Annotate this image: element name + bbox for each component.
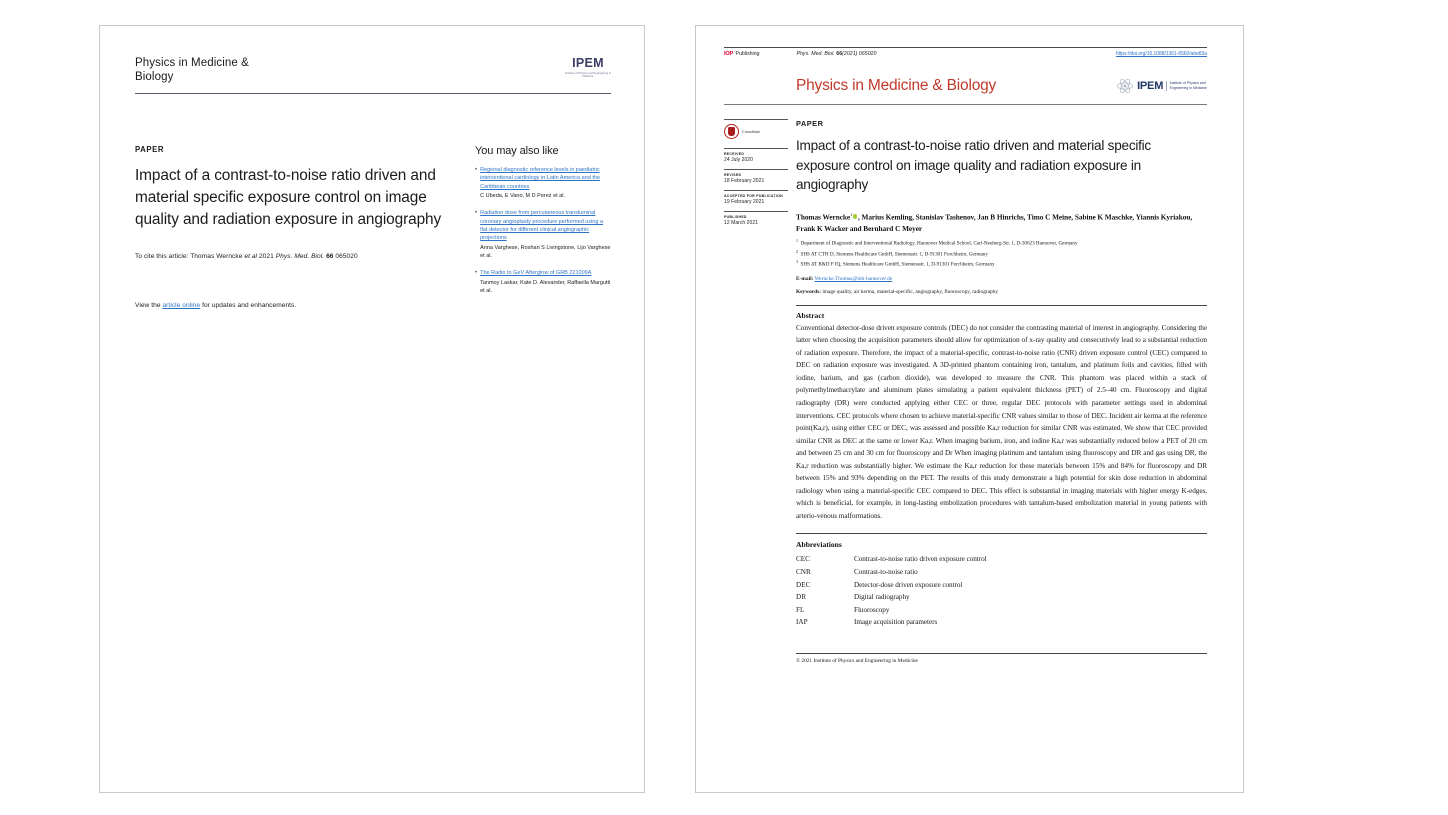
view-prefix: View the bbox=[135, 301, 161, 309]
citation-year: 2021 bbox=[258, 253, 274, 261]
ipem-tagline-line-1: Institute of Physics and bbox=[1169, 80, 1206, 85]
article-metadata-sidebar bbox=[724, 119, 796, 664]
related-article-3 bbox=[480, 269, 611, 295]
table-row bbox=[796, 568, 1207, 576]
citation-journal: Phys. Med. Biol. bbox=[275, 253, 325, 261]
article-type-label: PAPER bbox=[796, 119, 824, 128]
cover-page-title: Impact of a contrast-to-noise ratio driven and material specific exposure control on image quality and radiation exposure in angiography bbox=[135, 167, 442, 229]
cover-masthead bbox=[135, 56, 611, 94]
related-article-authors: Tanmoy Laskar, Kate D. Alexander, Raffaella Margutti et al. bbox=[480, 279, 611, 294]
abbreviation-key: IAP bbox=[796, 618, 808, 627]
abstract-section bbox=[796, 305, 1207, 523]
running-citation bbox=[796, 51, 876, 57]
copyright-footer: © 2021 Institute of Physics and Engineering in Medicine bbox=[796, 653, 1207, 664]
atom-icon bbox=[1116, 77, 1134, 95]
journal-title: Physics in Medicine & Biology bbox=[796, 77, 997, 94]
ipem-tagline bbox=[1166, 81, 1207, 91]
you-may-also-like-heading: You may also like bbox=[475, 145, 559, 158]
doi-link[interactable]: https://doi.org/10.1088/1361-6560/abe83a bbox=[1115, 51, 1207, 57]
affiliation-2 bbox=[796, 249, 1207, 259]
abbreviation-value: Detector-dose driven exposure control bbox=[854, 580, 963, 589]
date-value-accepted: 19 February 2021 bbox=[724, 199, 765, 205]
date-value-revised: 18 February 2021 bbox=[724, 178, 765, 184]
affiliation-text: Department of Diagnostic and Interventional Radiology, Hannover Medical School, Carl-Neuberg-Str. 1, D-30623 Hannover, Germany bbox=[800, 241, 1078, 248]
table-row bbox=[796, 555, 1207, 563]
view-suffix: for updates and enhancements. bbox=[202, 301, 297, 309]
bullet-icon: • bbox=[475, 270, 478, 277]
iop-logo: IOP bbox=[724, 51, 734, 57]
affiliation-text: SHS AT CTH D, Siemens Healthcare GmbH, Siemensstr. 1, D-91301 Forchheim, Germany bbox=[800, 251, 988, 258]
related-article-title[interactable]: The Radio to GeV Afterglow of GRB 221009A bbox=[480, 270, 592, 277]
citation-prefix: To cite this article: Thomas Werncke bbox=[135, 253, 243, 261]
related-article-title[interactable]: Radiation dose from percutaneous transluminal coronary angioplasty procedure performed using a flat detector for different clinical angiographic projections bbox=[480, 210, 604, 242]
abbreviation-value: Fluoroscopy bbox=[854, 605, 890, 614]
article-content bbox=[724, 47, 1207, 664]
cover-content bbox=[135, 56, 611, 309]
publication-dates bbox=[724, 148, 788, 226]
ipem-tagline: Institute of Physics and Engineering in Medicine bbox=[565, 71, 611, 79]
ipem-wordmark: IPEM bbox=[572, 56, 604, 70]
author-first: Thomas Werncke bbox=[796, 212, 851, 222]
running-issue: (2021) 065020 bbox=[842, 51, 877, 57]
ipem-logo bbox=[565, 56, 611, 79]
date-value-published: 12 March 2021 bbox=[724, 220, 759, 226]
abbreviation-value: Contrast-to-noise ratio driven exposure control bbox=[854, 555, 987, 564]
abbreviation-key: CEC bbox=[796, 555, 810, 564]
email-label: E-mail: bbox=[796, 275, 814, 282]
email-link[interactable]: Werncke.Thomas@mh-hannover.de bbox=[814, 275, 893, 282]
citation-article-number: 065020 bbox=[335, 253, 358, 261]
article-main-column bbox=[796, 119, 1207, 664]
date-label-published: PUBLISHED bbox=[724, 211, 788, 219]
author-rest: , Marius Kemling, Stanislav Tashenov, Jan B Hinrichs, Timo C Meine, Sabine K Maschke, Yiannis Kyriakou, Frank K Wacker and Bernhard C Meyer bbox=[796, 212, 1193, 233]
abbreviation-key: DEC bbox=[796, 580, 811, 589]
email-line bbox=[796, 276, 1207, 282]
table-row bbox=[796, 606, 1207, 614]
keywords-label: Keywords: bbox=[796, 288, 821, 295]
date-value-received: 24 July 2020 bbox=[724, 157, 753, 163]
list-item[interactable] bbox=[475, 209, 611, 260]
cover-journal-line-2: Biology bbox=[135, 71, 174, 84]
list-item[interactable] bbox=[475, 166, 611, 200]
running-volume: 66 bbox=[836, 51, 843, 57]
crossmark-icon bbox=[724, 124, 739, 139]
affiliation-1 bbox=[796, 238, 1207, 248]
cover-journal-title bbox=[135, 56, 249, 84]
cover-body bbox=[135, 145, 611, 309]
related-article-authors: C Ubeda, E Vano, M D Perez et al. bbox=[480, 193, 565, 200]
affiliations-list bbox=[796, 238, 1207, 269]
abbreviation-value: Image acquisition parameters bbox=[854, 618, 938, 627]
journal-masthead bbox=[724, 77, 1207, 105]
date-label-accepted: ACCEPTED FOR PUBLICATION bbox=[724, 190, 788, 198]
bullet-icon: • bbox=[475, 167, 478, 174]
keywords-line bbox=[796, 289, 1207, 295]
citation-volume: 66 bbox=[326, 253, 334, 261]
abbreviation-value: Contrast-to-noise ratio bbox=[854, 568, 918, 577]
you-may-also-like-panel bbox=[475, 145, 611, 309]
abbreviation-key: CNR bbox=[796, 568, 811, 577]
ipem-tagline-line-2: Engineering in Medicine bbox=[1169, 86, 1207, 90]
related-article-1 bbox=[480, 166, 611, 200]
article-title: Impact of a contrast-to-noise ratio driven and material specific exposure control on image quality and radiation exposure in angiography bbox=[796, 138, 1151, 193]
table-row bbox=[796, 618, 1207, 626]
cover-view-online-line bbox=[135, 302, 453, 309]
cover-page-sheet bbox=[99, 25, 645, 793]
affiliation-marker: 1 bbox=[796, 238, 798, 244]
table-row bbox=[796, 581, 1207, 589]
table-row bbox=[796, 593, 1207, 601]
cover-article-type: PAPER bbox=[135, 145, 165, 155]
date-label-revised: REVISED bbox=[724, 169, 788, 177]
author-list bbox=[796, 211, 1207, 234]
abbreviation-key: FL bbox=[796, 605, 805, 614]
affiliation-marker: 2 bbox=[796, 248, 798, 254]
affiliation-text: SHS AT R&D F IQ, Siemens Healthcare GmbH, Siemensstr. 1, D-91301 Forchheim, Germany bbox=[800, 261, 995, 268]
author-affil-marker: 1 bbox=[850, 212, 853, 218]
cover-journal-line-1: Physics in Medicine & bbox=[135, 57, 249, 69]
abbreviation-key: DR bbox=[796, 593, 806, 602]
iop-publishing-label: Publishing bbox=[735, 51, 760, 57]
bullet-icon: • bbox=[475, 210, 478, 217]
related-article-2 bbox=[480, 209, 611, 260]
abstract-heading: Abstract bbox=[796, 310, 825, 320]
abstract-text: Conventional detector-dose driven exposure controls (DEC) do not consider the contrasting material of interest in angiography. Considering the latter when choosing the acquisition parameters should allow for optimization of x-ray quality and consecutively lead to a substantial reduction of radiation exposure. Therefore, the impact of a material-specific, contrast-to-noise ratio (CNR) driven exposure control (CEC) compared to DEC on radiation exposure was investigated. A 3D-printed phantom containing iron, tantalum, and platinum foils and cavities, filled with iodine, barium, and gas (carbon dioxide), was developed to measure the CNR. This phantom was placed within a stack of polymethylmethacrylate and aluminum plates simulating a patient equivalent thickness (PET) of 2.5–40 cm. Fluoroscopy and digital radiography (DR) were conducted applying either CEC or three, regular DEC protocols with parameter settings used in abdominal interventions. CEC protocols where chosen to achieve material-specific CNR values similar to those of DEC. Incident air kerma at the reference point(Ka,r), using either CEC or DEC, was assessed and possible Ka,r reduction for similar CNR was estimated. We show that CEC provided similar CNR as DEC at the same or lower Ka,r. When imaging barium, iron, and iodine Ka,r was substantially reduced below a PET of 20 cm and between 25 cm and 30 cm for fluoroscopy and Dr When imaging platinum and tantalum using fluoroscopy and DR and gas using DR, the Ka,r reduction was substantially higher. We estimate the Ka,r reduction for these materials between 15% and 84% for fluoroscopy and DR between 15% and 93% depending on the PET. The results of this study demonstrate a high potential for skin dose reduction in abdominal radiology when using a material-specific CEC compared to DEC. This effect is substantial in imaging materials with higher energy K-edges, which is beneficial, for example, in long-lasting embolization procedures with tantalum-based embolization material in young patients with arterio-venous malformations. bbox=[796, 322, 1207, 520]
cover-main-column bbox=[135, 145, 453, 309]
abbreviation-value: Digital radiography bbox=[854, 593, 910, 602]
ipem-logo bbox=[1116, 77, 1207, 95]
ipem-wordmark: IPEM bbox=[1137, 79, 1164, 92]
abbreviations-section bbox=[796, 533, 1207, 626]
citation-etal: et al bbox=[244, 253, 258, 261]
affiliation-marker: 3 bbox=[796, 259, 798, 265]
list-item[interactable] bbox=[475, 269, 611, 295]
keywords-value: image quality, air kerma, material-specific, angiography, fluoroscopy, radiography bbox=[822, 288, 999, 295]
article-columns bbox=[724, 119, 1207, 664]
crossmark-label: CrossMark bbox=[742, 129, 761, 134]
date-label-received: RECEIVED bbox=[724, 148, 788, 156]
related-article-authors: Anna Varghese, Roshan S Livingstone, Lijo Varghese et al. bbox=[480, 244, 611, 260]
abbreviations-heading: Abbreviations bbox=[796, 540, 842, 550]
cover-citation-line bbox=[135, 252, 453, 262]
article-page-sheet bbox=[695, 25, 1244, 793]
crossmark-badge[interactable] bbox=[724, 119, 788, 139]
running-header bbox=[724, 48, 1207, 57]
article-online-link[interactable]: article online bbox=[162, 301, 201, 309]
related-article-title[interactable]: Regional diagnostic reference levels in paediatric interventional cardiology in Latin America and the Caribbean countries bbox=[480, 167, 600, 190]
affiliation-3 bbox=[796, 259, 1207, 269]
running-journal: Phys. Med. Biol. bbox=[796, 51, 835, 57]
orcid-icon[interactable] bbox=[853, 214, 858, 219]
